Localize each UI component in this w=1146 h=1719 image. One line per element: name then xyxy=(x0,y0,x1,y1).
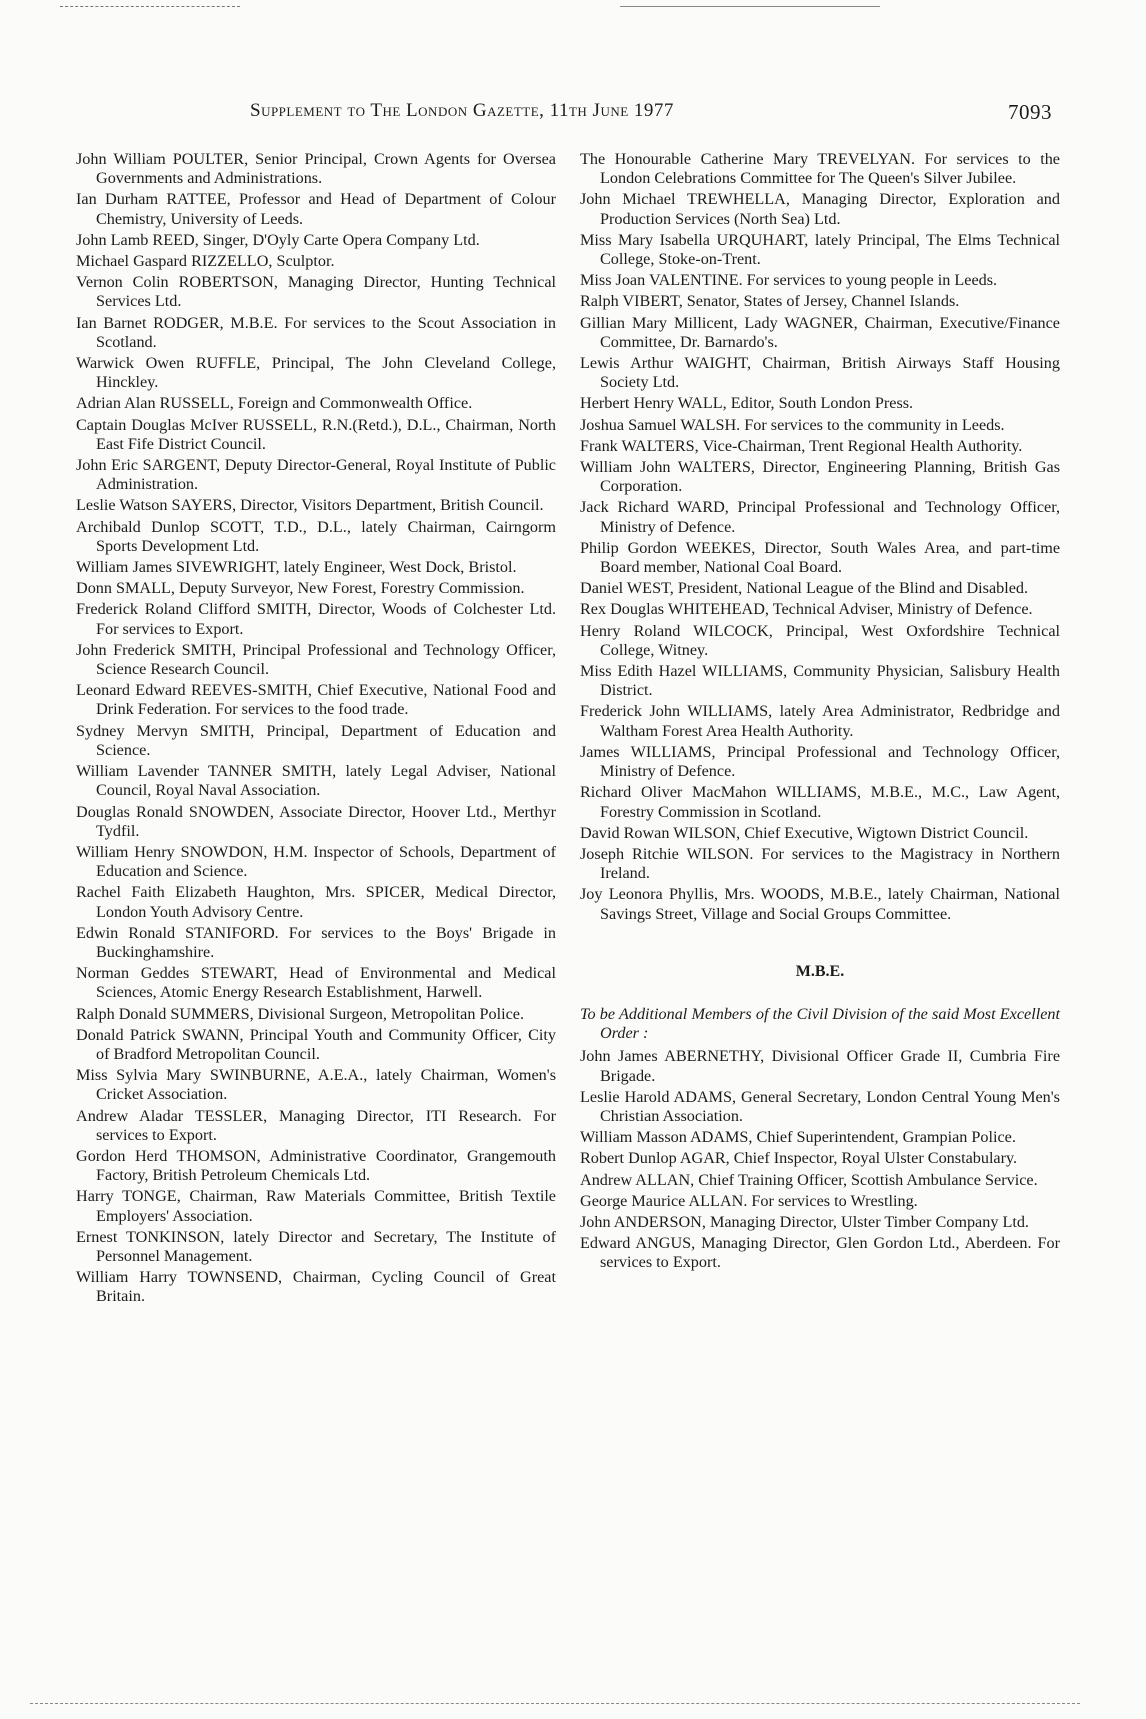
honours-entry: John Eric SARGENT, Deputy Director-General, Royal Institute of Public Administration. xyxy=(76,456,556,494)
honours-entry: James WILLIAMS, Principal Professional and Technology Officer, Ministry of Defence. xyxy=(580,742,1060,781)
honours-entry: Norman Geddes STEWART, Head of Environmental and Medical Sciences, Atomic Energy Research Establishment, Harwell. xyxy=(76,964,556,1002)
honours-entry: Vernon Colin ROBERTSON, Managing Director, Hunting Technical Services Ltd. xyxy=(76,273,556,311)
page-number: 7093 xyxy=(1008,100,1052,124)
top-rule-right xyxy=(620,6,880,7)
honours-entry: Lewis Arthur WAIGHT, Chairman, British Airways Staff Housing Society Ltd. xyxy=(580,354,1060,392)
honours-entry: Sydney Mervyn SMITH, Principal, Department of Education and Science. xyxy=(76,721,556,759)
honours-entry: Warwick Owen RUFFLE, Principal, The John Cleveland College, Hinckley. xyxy=(76,354,556,392)
honours-entry: Captain Douglas McIver RUSSELL, R.N.(Retd.), D.L., Chairman, North East Fife District Council. xyxy=(76,415,556,453)
honours-entry: Frederick John WILLIAMS, lately Area Administrator, Redbridge and Waltham Forest Area Health Authority. xyxy=(580,702,1060,740)
right-column xyxy=(580,150,1060,1275)
honours-entry: Rex Douglas WHITEHEAD, Technical Adviser, Ministry of Defence. xyxy=(580,600,1033,619)
honours-entry: Ralph VIBERT, Senator, States of Jersey, Channel Islands. xyxy=(580,292,960,311)
honours-entry: Adrian Alan RUSSELL, Foreign and Commonwealth Office. xyxy=(76,394,473,413)
honours-entry: David Rowan WILSON, Chief Executive, Wigtown District Council. xyxy=(580,823,1029,842)
honours-entry: Archibald Dunlop SCOTT, T.D., D.L., lately Chairman, Cairngorm Sports Development Ltd. xyxy=(76,517,556,555)
honours-entry: William Masson ADAMS, Chief Superintendent, Grampian Police. xyxy=(580,1128,1016,1147)
honours-entry: Daniel WEST, President, National League of the Blind and Disabled. xyxy=(580,579,1029,598)
honours-entry: George Maurice ALLAN. For services to Wrestling. xyxy=(580,1191,918,1210)
honours-entry: Henry Roland WILCOCK, Principal, West Oxfordshire Technical College, Witney. xyxy=(580,621,1060,659)
honours-entry: Miss Mary Isabella URQUHART, lately Principal, The Elms Technical College, Stoke-on-Trent. xyxy=(580,230,1060,269)
honours-entry: Rachel Faith Elizabeth Haughton, Mrs. SPICER, Medical Director, London Youth Advisory Centre. xyxy=(76,883,556,921)
mbe-heading: M.B.E. xyxy=(795,962,845,980)
honours-entry: Leslie Watson SAYERS, Director, Visitors Department, British Council. xyxy=(76,496,544,515)
honours-entry: William James SIVEWRIGHT, lately Engineer, West Dock, Bristol. xyxy=(76,558,517,577)
honours-entry: Miss Edith Hazel WILLIAMS, Community Physician, Salisbury Health District. xyxy=(580,662,1060,700)
honours-entry: Joshua Samuel WALSH. For services to the community in Leeds. xyxy=(580,415,1005,434)
honours-entry: John Lamb REED, Singer, D'Oyly Carte Opera Company Ltd. xyxy=(76,230,480,249)
honours-entry: Ralph Donald SUMMERS, Divisional Surgeon, Metropolitan Police. xyxy=(76,1004,524,1023)
header-title: Supplement to The London Gazette, 11th June 1977 xyxy=(250,100,674,121)
honours-entry: Joseph Ritchie WILSON. For services to the Magistracy in Northern Ireland. xyxy=(580,844,1060,883)
honours-entry: Joy Leonora Phyllis, Mrs. WOODS, M.B.E., lately Chairman, National Savings Street, Village and Social Groups Committee. xyxy=(580,885,1060,923)
honours-entry: John Frederick SMITH, Principal Professional and Technology Officer, Science Research Council. xyxy=(76,640,556,679)
honours-entry: Philip Gordon WEEKES, Director, South Wales Area, and part-time Board member, National Coal Board. xyxy=(580,538,1060,577)
honours-entry: Harry TONGE, Chairman, Raw Materials Committee, British Textile Employers' Association. xyxy=(76,1187,556,1225)
honours-entry: William Harry TOWNSEND, Chairman, Cycling Council of Great Britain. xyxy=(76,1268,556,1306)
honours-entry: William Henry SNOWDON, H.M. Inspector of Schools, Department of Education and Science. xyxy=(76,842,556,881)
right-column-entries xyxy=(580,150,1060,924)
honours-entry: John Michael TREWHELLA, Managing Director, Exploration and Production Services (North Sea) Ltd. xyxy=(580,190,1060,228)
honours-entry: Miss Joan VALENTINE. For services to young people in Leeds. xyxy=(580,271,998,290)
mbe-entries xyxy=(580,1047,1060,1272)
honours-entry: Donn SMALL, Deputy Surveyor, New Forest, Forestry Commission. xyxy=(76,579,525,598)
honours-entry: Miss Sylvia Mary SWINBURNE, A.E.A., lately Chairman, Women's Cricket Association. xyxy=(76,1066,556,1104)
honours-entry: Donald Patrick SWANN, Principal Youth and Community Officer, City of Bradford Metropolitan Council. xyxy=(76,1025,556,1063)
left-column xyxy=(76,150,556,1309)
honours-entry: John ANDERSON, Managing Director, Ulster Timber Company Ltd. xyxy=(580,1212,1029,1231)
honours-entry: William Lavender TANNER SMITH, lately Legal Adviser, National Council, Royal Naval Association. xyxy=(76,762,556,800)
honours-entry: Frank WALTERS, Vice-Chairman, Trent Regional Health Authority. xyxy=(580,436,1023,455)
honours-entry: The Honourable Catherine Mary TREVELYAN. For services to the London Celebrations Committee for The Queen's Silver Jubilee. xyxy=(580,150,1060,188)
honours-entry: William John WALTERS, Director, Engineering Planning, British Gas Corporation. xyxy=(580,458,1060,496)
honours-entry: Michael Gaspard RIZZELLO, Sculptor. xyxy=(76,252,335,271)
honours-entry: Andrew ALLAN, Chief Training Officer, Scottish Ambulance Service. xyxy=(580,1170,1038,1189)
honours-entry: Andrew Aladar TESSLER, Managing Director, ITI Research. For services to Export. xyxy=(76,1106,556,1144)
honours-entry: John William POULTER, Senior Principal, Crown Agents for Oversea Governments and Administrations. xyxy=(76,150,556,188)
honours-entry: Herbert Henry WALL, Editor, South London Press. xyxy=(580,394,914,413)
page-header xyxy=(250,100,1060,122)
honours-entry: Gillian Mary Millicent, Lady WAGNER, Chairman, Executive/Finance Committee, Dr. Barnardo's. xyxy=(580,313,1060,351)
honours-entry: Leslie Harold ADAMS, General Secretary, London Central Young Men's Christian Association. xyxy=(580,1087,1060,1125)
honours-entry: Edwin Ronald STANIFORD. For services to the Boys' Brigade in Buckinghamshire. xyxy=(76,923,556,961)
honours-entry: Richard Oliver MacMahon WILLIAMS, M.B.E., M.C., Law Agent, Forestry Commission in Scotland. xyxy=(580,783,1060,821)
honours-entry: Douglas Ronald SNOWDEN, Associate Director, Hoover Ltd., Merthyr Tydfil. xyxy=(76,802,556,840)
top-rule xyxy=(60,6,240,7)
honours-entry: Edward ANGUS, Managing Director, Glen Gordon Ltd., Aberdeen. For services to Export. xyxy=(580,1234,1060,1272)
honours-entry: Robert Dunlop AGAR, Chief Inspector, Royal Ulster Constabulary. xyxy=(580,1149,1018,1168)
bottom-rule xyxy=(30,1703,1080,1704)
mbe-intro: To be Additional Members of the Civil Division of the said Most Excellent Order : xyxy=(580,1004,1060,1043)
honours-entry: Ernest TONKINSON, lately Director and Secretary, The Institute of Personnel Management. xyxy=(76,1227,556,1265)
honours-entry: Ian Barnet RODGER, M.B.E. For services to the Scout Association in Scotland. xyxy=(76,313,556,351)
honours-entry: John James ABERNETHY, Divisional Officer Grade II, Cumbria Fire Brigade. xyxy=(580,1047,1060,1085)
honours-entry: Frederick Roland Clifford SMITH, Director, Woods of Colchester Ltd. For services to Export. xyxy=(76,600,556,638)
honours-entry: Ian Durham RATTEE, Professor and Head of Department of Colour Chemistry, University of Leeds. xyxy=(76,190,556,228)
honours-entry: Leonard Edward REEVES-SMITH, Chief Executive, National Food and Drink Federation. For services to the food trade. xyxy=(76,681,556,719)
honours-entry: Gordon Herd THOMSON, Administrative Coordinator, Grangemouth Factory, British Petroleum Chemicals Ltd. xyxy=(76,1146,556,1185)
honours-entry: Jack Richard WARD, Principal Professional and Technology Officer, Ministry of Defence. xyxy=(580,498,1060,536)
